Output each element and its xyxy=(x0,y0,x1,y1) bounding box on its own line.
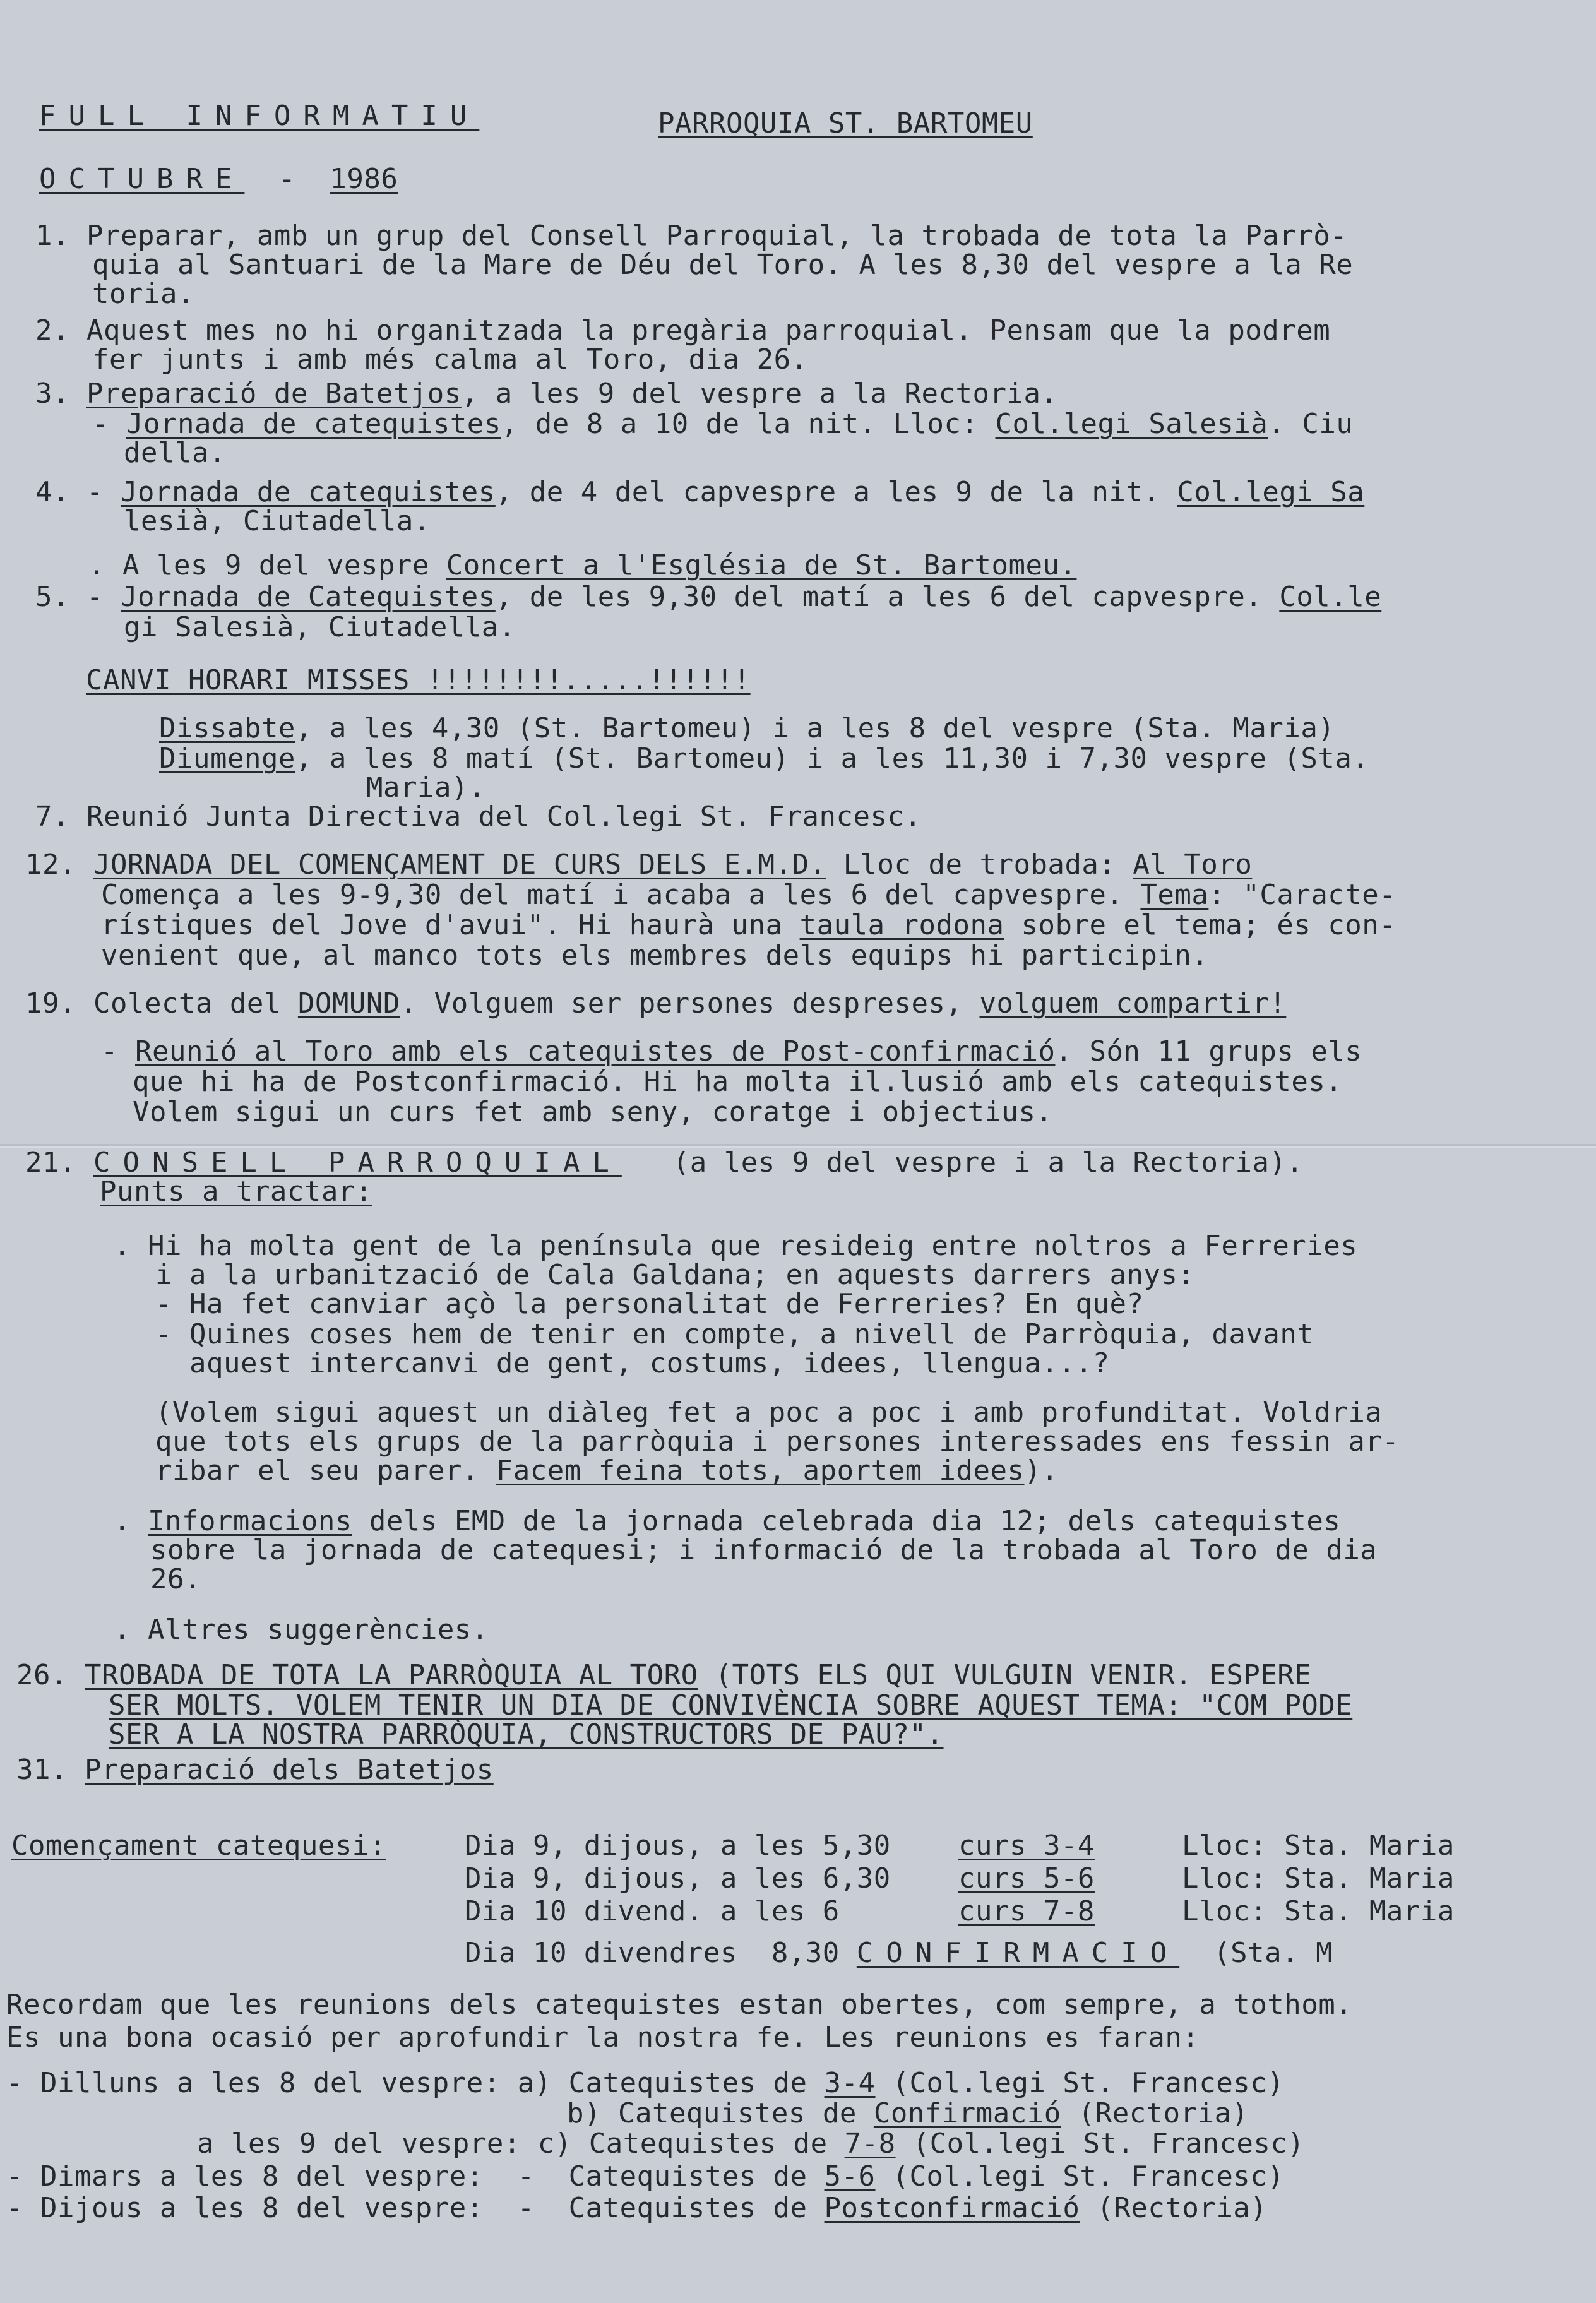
row-text: - Dilluns a les 8 del vespre: a) Catequistes de xyxy=(6,2067,825,2099)
tema-label: Tema xyxy=(1140,879,1209,911)
emd-label: JORNADA DEL COMENÇAMENT DE CURS DELS E.M.D. xyxy=(93,848,826,881)
point-4: . Altres suggerències. xyxy=(114,1614,489,1646)
cat-row-1-course: curs 3-4 xyxy=(958,1830,1095,1862)
item-text: . Volguem ser persones despreses, xyxy=(400,987,980,1020)
item-text: , a les 8 matí (St. Bartomeu) i a les 11,30 i 7,30 vespre (Sta. xyxy=(295,742,1369,775)
date-line xyxy=(39,164,398,194)
concert-label: Concert a l'Església de St. Bartomeu. xyxy=(446,549,1077,581)
diumenge-line xyxy=(159,744,1369,774)
cat-row-1-place: Lloc: Sta. Maria xyxy=(1182,1830,1455,1862)
item-text: ribar el seu parer. xyxy=(155,1455,496,1487)
post-confirmacio-label: Reunió al Toro amb els catequistes de Post-confirmació xyxy=(134,1035,1056,1068)
cat-row-3-place: Lloc: Sta. Maria xyxy=(1182,1895,1455,1927)
confirmacio-label: CONFIRMACIO xyxy=(856,1937,1180,1969)
footer-line-1: Recordam que les reunions dels catequistes estan obertes, com sempre, a tothom. xyxy=(6,1989,1353,2021)
cat-row-4 xyxy=(465,1938,1333,1968)
item-number: 12. xyxy=(25,848,76,881)
taula-rodona-label: taula rodona xyxy=(799,909,1004,941)
row-text: (Rectoria) xyxy=(1080,2192,1268,2224)
item-4-line-1 xyxy=(35,477,1364,508)
item-2-line-2: fer junts i amb més calma al Toro, dia 26. xyxy=(92,343,808,376)
item-4-line-3 xyxy=(88,550,1076,581)
batetjos-label: Preparació dels Batetjos xyxy=(84,1754,494,1786)
reunio-row-4 xyxy=(6,2162,1284,2192)
point-1-line-5: aquest intercanvi de gent, costums, idees, llengua...? xyxy=(189,1347,1110,1379)
item-19-line-1 xyxy=(25,989,1286,1019)
catequesi-label: Començament catequesi: xyxy=(11,1830,386,1862)
reunio-row-1 xyxy=(6,2068,1284,2098)
reunio-row-2 xyxy=(567,2098,1249,2129)
course-label: 7-8 xyxy=(844,2127,896,2160)
row-text: - Dijous a les 8 del vespre: - Catequistes de xyxy=(6,2192,825,2224)
item-number: 5. - xyxy=(35,581,104,613)
item-text: ). xyxy=(1024,1455,1059,1487)
item-3-line-2 xyxy=(92,409,1353,439)
paper-fold xyxy=(0,1144,1596,1146)
item-26-line-3: SER A LA NOSTRA PARRÒQUIA, CONSTRUCTORS DE PAU?". xyxy=(109,1718,944,1751)
cat-row-1-date: Dia 9, dijous, a les 5,30 xyxy=(465,1830,891,1862)
item-12-line-2 xyxy=(101,880,1396,910)
item-31 xyxy=(16,1755,494,1785)
item-19-line-2 xyxy=(101,1037,1362,1067)
canvi-horari-heading: CANVI HORARI MISSES !!!!!!!!.....!!!!!! xyxy=(86,664,751,696)
month: OCTUBRE xyxy=(39,163,245,195)
row-text: - Dimars a les 8 del vespre: - Catequistes de xyxy=(6,2160,825,2193)
point-2-line-2: que tots els grups de la parròquia i persones interessades ens fessin ar- xyxy=(155,1425,1400,1458)
item-text: (a les 9 del vespre i a la Rectoria). xyxy=(672,1146,1304,1179)
item-dash: - xyxy=(92,408,109,440)
item-text: , de 8 a 10 de la nit. Lloc: xyxy=(501,408,996,440)
item-text: Colecta del xyxy=(93,987,298,1020)
item-5-line-1 xyxy=(35,582,1381,612)
cat-row-2-date: Dia 9, dijous, a les 6,30 xyxy=(465,1862,891,1895)
item-7: 7. Reunió Junta Directiva del Col.legi St. Francesc. xyxy=(35,800,922,833)
salesia-label: Col.le xyxy=(1279,581,1382,613)
item-text: , a les 4,30 (St. Bartomeu) i a les 8 del vespre (Sta. Maria) xyxy=(295,712,1335,744)
item-1-line-2: quia al Santuari de la Mare de Déu del Toro. A les 8,30 del vespre a la Re xyxy=(92,249,1354,281)
point-1-line-4: - Quines coses hem de tenir en compte, a nivell de Parròquia, davant xyxy=(155,1318,1314,1350)
item-3-line-1 xyxy=(35,379,1057,409)
cat-row-2-place: Lloc: Sta. Maria xyxy=(1182,1862,1455,1895)
item-2-line-1: 2. Aquest mes no hi organitzada la pregària parroquial. Pensam que la podrem xyxy=(35,314,1331,347)
salesia-label: Col.legi Sa xyxy=(1177,476,1365,508)
diumenge-label: Diumenge xyxy=(159,742,295,775)
cat-row-2-course: curs 5-6 xyxy=(958,1862,1095,1895)
row-text: a les 9 del vespre: c) Catequistes de xyxy=(197,2127,845,2160)
dissabte-line xyxy=(159,713,1335,744)
cat-row-3-date: Dia 10 divend. a les 6 xyxy=(465,1895,840,1927)
informacions-label: Informacions xyxy=(147,1505,352,1537)
point-2-line-1: (Volem sigui aquest un diàleg fet a poc a poc i amb profunditat. Voldria xyxy=(155,1396,1383,1429)
item-text: , de 4 del capvespre a les 9 de la nit. xyxy=(495,476,1177,508)
toro-label: Al Toro xyxy=(1133,848,1253,881)
catequistes-label: Jornada de catequistes xyxy=(126,408,501,440)
item-21-line-1 xyxy=(25,1148,1303,1178)
item-text: Lloc de trobada: xyxy=(826,848,1133,881)
reunio-row-3 xyxy=(197,2129,1304,2159)
item-text: sobre el tema; és con- xyxy=(1004,909,1396,941)
point-1-line-1: . Hi ha molta gent de la península que resideig entre noltros a Ferreries xyxy=(114,1230,1358,1262)
point-3-line-3: 26. xyxy=(150,1563,201,1595)
course-label: 5-6 xyxy=(824,2160,876,2193)
course-label: Postconfirmació xyxy=(824,2192,1080,2224)
point-1-line-2: i a la urbanització de Cala Galdana; en aquests darrers anys: xyxy=(155,1259,1195,1291)
point-3-line-1 xyxy=(114,1506,1340,1537)
compartir-label: volguem compartir! xyxy=(979,987,1287,1020)
consell-label: CONSELL PARROQUIAL xyxy=(93,1146,622,1179)
batetjos-label: Preparació de Batetjos xyxy=(86,378,462,410)
point-1-line-3: - Ha fet canviar açò la personalitat de Ferreries? En què? xyxy=(155,1288,1144,1320)
item-text: Comença a les 9-9,30 del matí i acaba a les 6 del capvespre. xyxy=(101,879,1141,911)
item-12-line-1 xyxy=(25,850,1252,880)
item-text: , de les 9,30 del matí a les 6 del capvespre. xyxy=(495,581,1280,613)
item-text: . xyxy=(114,1505,148,1537)
cat-row-3-course: curs 7-8 xyxy=(958,1895,1095,1927)
maria-line: Maria). xyxy=(366,771,485,804)
item-number: 26. xyxy=(16,1659,68,1691)
row-text: b) Catequistes de xyxy=(567,2097,874,2129)
punts-heading: Punts a tractar: xyxy=(100,1175,372,1208)
date-dash: - xyxy=(278,163,296,195)
domund-label: DOMUND xyxy=(297,987,400,1020)
item-number: 19. xyxy=(25,987,76,1020)
item-1-line-1: 1. Preparar, amb un grup del Consell Parroquial, la trobada de tota la Parrò- xyxy=(35,220,1348,252)
item-text: . Ciu xyxy=(1268,408,1354,440)
item-26-line-2: SER MOLTS. VOLEM TENIR UN DIA DE CONVIVÈNCIA SOBRE AQUEST TEMA: "COM PODE xyxy=(109,1689,1353,1722)
item-text: rístiques del Jove d'avui". Hi haurà una xyxy=(101,909,800,941)
row-text: (Col.legi St. Francesc) xyxy=(875,2160,1285,2193)
item-26-line-1 xyxy=(16,1660,1311,1691)
item-19-line-3: que hi ha de Postconfirmació. Hi ha molta il.lusió amb els catequistes. xyxy=(133,1066,1343,1098)
catequistes-label: Jornada de catequistes xyxy=(120,476,496,508)
point-2-line-3 xyxy=(155,1456,1059,1486)
row-text: (Rectoria) xyxy=(1061,2097,1249,2129)
item-dash: - xyxy=(101,1035,135,1068)
item-text: , a les 9 del vespre a la Rectoria. xyxy=(461,378,1058,410)
item-number: 21. xyxy=(25,1146,76,1179)
footer-line-2: Es una bona ocasió per aprofundir la nostra fe. Les reunions es faran: xyxy=(6,2021,1200,2054)
catequistes-label: Jornada de Catequistes xyxy=(120,581,496,613)
item-4-line-2: lesià, Ciutadella. xyxy=(124,505,431,537)
facem-feina-label: Facem feina tots, aportem idees xyxy=(496,1455,1025,1487)
point-3-line-2: sobre la jornada de catequesi; i informació de la trobada al Toro de dia xyxy=(150,1534,1378,1566)
item-12-line-3 xyxy=(101,910,1396,941)
row-text: (Col.legi St. Francesc) xyxy=(875,2067,1285,2099)
course-label: Confirmació xyxy=(873,2097,1061,2129)
salesia-label: Col.legi Salesià xyxy=(995,408,1268,440)
dissabte-label: Dissabte xyxy=(159,712,295,744)
course-label: 3-4 xyxy=(824,2067,876,2099)
trobada-label: TROBADA DE TOTA LA PARRÒQUIA AL TORO xyxy=(84,1659,698,1691)
item-3-line-3: della. xyxy=(124,437,226,469)
item-number: 4. - xyxy=(35,476,104,508)
item-number: 31. xyxy=(16,1754,68,1786)
item-text: (TOTS ELS QUI VULGUIN VENIR. ESPERE xyxy=(698,1659,1312,1691)
cat-row-4-date: Dia 10 divendres 8,30 xyxy=(465,1937,840,1969)
item-12-line-4: venient que, al manco tots els membres dels equips hi participin. xyxy=(101,939,1209,972)
item-19-line-4: Volem sigui un curs fet amb seny, coratge i objectius. xyxy=(133,1096,1053,1128)
item-text: . Són 11 grups els xyxy=(1055,1035,1362,1068)
item-text: dels EMD de la jornada celebrada dia 12; dels catequistes xyxy=(352,1505,1341,1537)
doc-title: FULL INFORMATIU xyxy=(39,100,480,132)
cat-row-4-place: (Sta. M xyxy=(1213,1937,1333,1969)
reunio-row-5 xyxy=(6,2193,1267,2223)
item-5-line-2: gi Salesià, Ciutadella. xyxy=(124,611,516,643)
item-number: 3. xyxy=(35,378,69,410)
item-text: . A les 9 del vespre xyxy=(88,549,446,581)
parish-name: PARROQUIA ST. BARTOMEU xyxy=(658,107,1033,140)
item-text: : "Caracte- xyxy=(1208,879,1396,911)
year: 1986 xyxy=(330,163,398,195)
row-text: (Col.legi St. Francesc) xyxy=(895,2127,1305,2160)
item-1-line-3: toria. xyxy=(92,278,194,310)
